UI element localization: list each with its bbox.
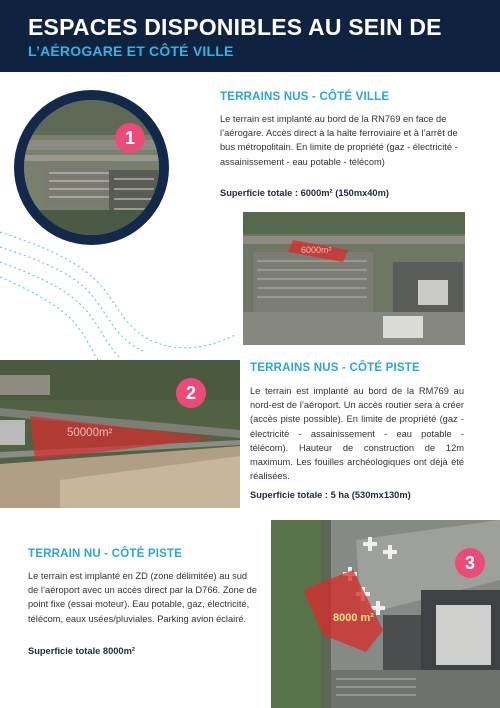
section2-map-label: 50000m² bbox=[67, 427, 113, 439]
page-title: ESPACES DISPONIBLES AU SEIN DE bbox=[28, 14, 442, 40]
section2-title: TERRAINS NUS - CÔTÉ PISTE bbox=[250, 362, 420, 374]
page-header bbox=[0, 0, 500, 72]
section2-aerial-photo bbox=[0, 360, 240, 508]
section3-area: Superficie totale 8000m² bbox=[28, 646, 135, 656]
section1-aerial-circle bbox=[14, 90, 169, 245]
page-subtitle: L’AÉROGARE ET CÔTÉ VILLE bbox=[28, 43, 234, 59]
badge-2: 2 bbox=[176, 378, 206, 408]
section3-title: TERRAIN NU - CÔTÉ PISTE bbox=[28, 548, 183, 560]
section3-map-label: 8000 m² bbox=[333, 612, 374, 624]
section2-description: Le terrain est implanté au bord de la RM769 au nord-est de l’aéroport. Un accès routier sera à créer (accès piste possible). En limite de propriété (gaz - électricité - assainissement - eau potable - télécom). Hauteur de construction de 12m maximum. Les fouilles archéologiques ont déjà été réalisées. bbox=[250, 386, 464, 482]
section1-area: Superficie totale : 6000m² (150mx40m) bbox=[220, 188, 389, 198]
section1-description: Le terrain est implanté au bord de la RN769 en face de l’aérogare. Accès direct à la halte ferroviaire et à l’arrêt de bus métropolitain. En limite de propriété (gaz - électricité - assainissement - eau potable - télécom) bbox=[220, 114, 458, 167]
badge-1: 1 bbox=[115, 123, 145, 153]
badge-3: 3 bbox=[455, 548, 485, 578]
section3-description: Le terrain est implanté en ZD (zone délimitée) au sud de l’aéroport avec un accès direct par la D766. Zone de point fixe (essai moteur). Eau potable, gaz, électricité, télécom, eaux usées/pluviales. Parking avion éclairé. bbox=[28, 571, 257, 624]
section1-map-label: 6000m² bbox=[301, 245, 332, 255]
section1-aerial-photo bbox=[243, 212, 465, 345]
section1-title: TERRAINS NUS - CÔTÉ VILLE bbox=[220, 91, 390, 103]
section2-area: Superficie totale : 5 ha (530mx130m) bbox=[250, 490, 411, 500]
